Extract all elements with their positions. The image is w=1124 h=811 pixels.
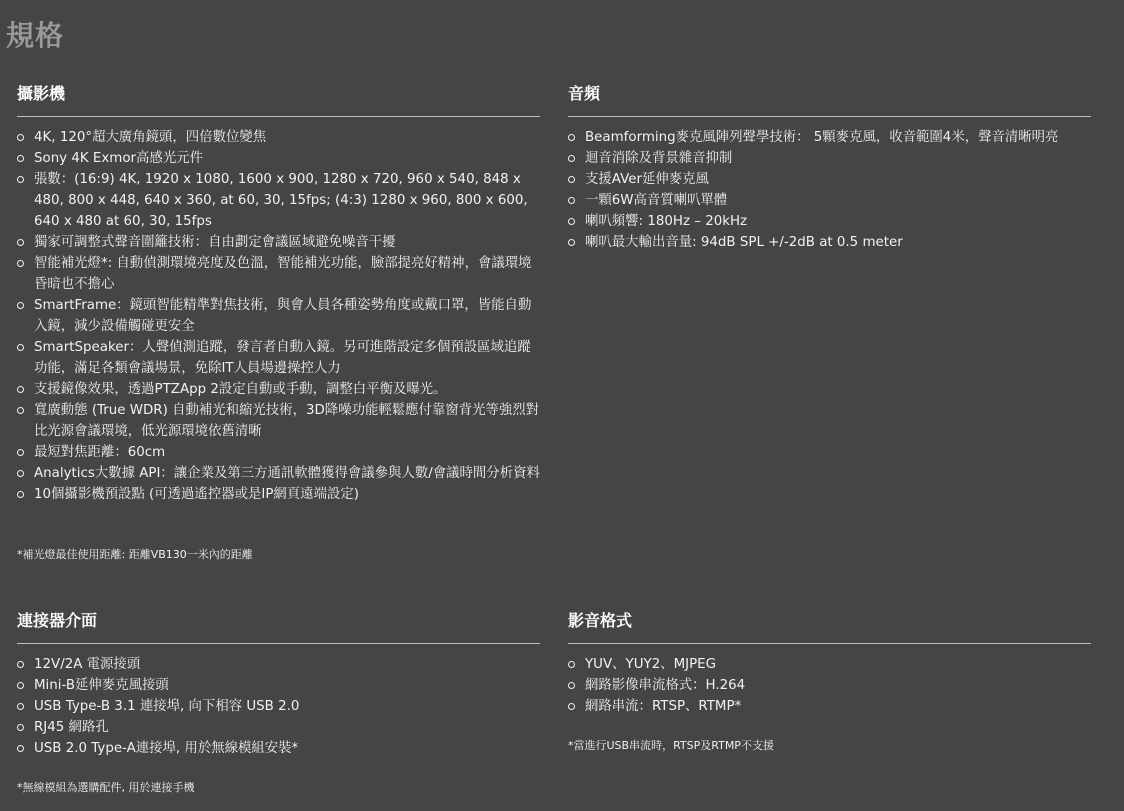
list-item: 12V/2A 電源接頭	[17, 654, 540, 675]
list-item: 支援AVer延伸麥克風	[568, 169, 1091, 190]
list-item: Mini-B延伸麥克風接頭	[17, 675, 540, 696]
connector-heading: 連接器介面	[17, 608, 540, 644]
list-item: 張數：(16:9) 4K, 1920 x 1080, 1600 x 900, 1280 x 720, 960 x 540, 848 x 480, 800 x 448, 640 x 360, at 60, 30, 15fps; (4:3) 1280 x 960, 800 x 600, 640 x 480 at 60, 30, 15fps	[17, 169, 540, 232]
list-item: 寬廣動態 (True WDR) 自動補光和縮光技術，3D降噪功能輕鬆應付靠窗背光等強烈對比光源會議環境，低光源環境依舊清晰	[17, 400, 540, 442]
list-item: Sony 4K Exmor高感光元件	[17, 148, 540, 169]
bullet-icon	[568, 218, 575, 225]
bullet-icon	[568, 661, 575, 668]
list-item: YUV、YUY2、MJPEG	[568, 654, 1091, 675]
audio-spec-list	[568, 127, 1091, 253]
camera-section	[17, 81, 540, 505]
list-item: 最短對焦距離：60cm	[17, 442, 540, 463]
list-item: 10個攝影機預設點 (可透過遙控器或是IP網頁遠端設定)	[17, 484, 540, 505]
audio-section	[568, 81, 1091, 253]
bullet-icon	[17, 449, 24, 456]
list-item: RJ45 網路孔	[17, 717, 540, 738]
bullet-icon	[568, 134, 575, 141]
bullet-icon	[17, 386, 24, 393]
bullet-icon	[568, 239, 575, 246]
bullet-icon	[568, 682, 575, 689]
list-item: 智能補光燈*: 自動偵測環境亮度及色溫，智能補光功能，臉部提亮好精神，會議環境昏暗也不擔心	[17, 253, 540, 295]
bullet-icon	[17, 239, 24, 246]
bullet-icon	[568, 703, 575, 710]
bullet-icon	[17, 724, 24, 731]
bullet-icon	[17, 344, 24, 351]
list-item: 迴音消除及背景雜音抑制	[568, 148, 1091, 169]
format-spec-list	[568, 654, 1091, 717]
audio-heading: 音頻	[568, 81, 1091, 117]
list-item: 喇叭最大輸出音量: 94dB SPL +/-2dB at 0.5 meter	[568, 232, 1091, 253]
page-title: 規格	[6, 19, 65, 52]
list-item: 4K, 120°超大廣角鏡頭，四倍數位變焦	[17, 127, 540, 148]
bullet-icon	[17, 155, 24, 162]
list-item: 網路串流：RTSP、RTMP*	[568, 696, 1091, 717]
camera-footnote: *補光燈最佳使用距離: 距離VB130一米內的距離	[17, 548, 253, 561]
bullet-icon	[17, 134, 24, 141]
list-item: 一顆6W高音質喇叭單體	[568, 190, 1091, 211]
bullet-icon	[17, 682, 24, 689]
format-footnote: *當進行USB串流時，RTSP及RTMP不支援	[568, 739, 774, 752]
bullet-icon	[17, 407, 24, 414]
list-item: USB Type-B 3.1 連接埠, 向下相容 USB 2.0	[17, 696, 540, 717]
list-item: SmartFrame：鏡頭智能精準對焦技術，與會人員各種姿勢角度或戴口罩，皆能自動入鏡，減少設備觸碰更安全	[17, 295, 540, 337]
bullet-icon	[17, 470, 24, 477]
list-item: Beamforming麥克風陣列聲學技術： 5顆麥克風，收音範圍4米，聲音清晰明亮	[568, 127, 1091, 148]
list-item: Analytics大數據 API：讓企業及第三方通訊軟體獲得會議參與人數/會議時間分析資料	[17, 463, 540, 484]
bullet-icon	[17, 745, 24, 752]
camera-spec-list	[17, 127, 540, 505]
bullet-icon	[568, 155, 575, 162]
list-item: 網路影像串流格式：H.264	[568, 675, 1091, 696]
bullet-icon	[17, 260, 24, 267]
list-item: 支援鏡像效果，透過PTZApp 2設定自動或手動，調整白平衡及曝光。	[17, 379, 540, 400]
list-item: 獨家可調整式聲音圍籬技術：自由劃定會議區域避免噪音干擾	[17, 232, 540, 253]
connector-section	[17, 608, 540, 759]
camera-heading: 攝影機	[17, 81, 540, 117]
bullet-icon	[17, 176, 24, 183]
bullet-icon	[17, 302, 24, 309]
bullet-icon	[568, 176, 575, 183]
bullet-icon	[17, 703, 24, 710]
list-item: SmartSpeaker：人聲偵測追蹤，發言者自動入鏡。另可進階設定多個預設區域追蹤功能，滿足各類會議場景，免除IT人員場邊操控人力	[17, 337, 540, 379]
format-heading: 影音格式	[568, 608, 1091, 644]
list-item: 喇叭頻響: 180Hz – 20kHz	[568, 211, 1091, 232]
list-item: USB 2.0 Type-A連接埠, 用於無線模組安裝*	[17, 738, 540, 759]
connector-spec-list	[17, 654, 540, 759]
bullet-icon	[17, 491, 24, 498]
connector-footnote: *無線模組為選購配件, 用於連接手機	[17, 781, 195, 794]
bullet-icon	[17, 661, 24, 668]
bullet-icon	[568, 197, 575, 204]
format-section	[568, 608, 1091, 717]
